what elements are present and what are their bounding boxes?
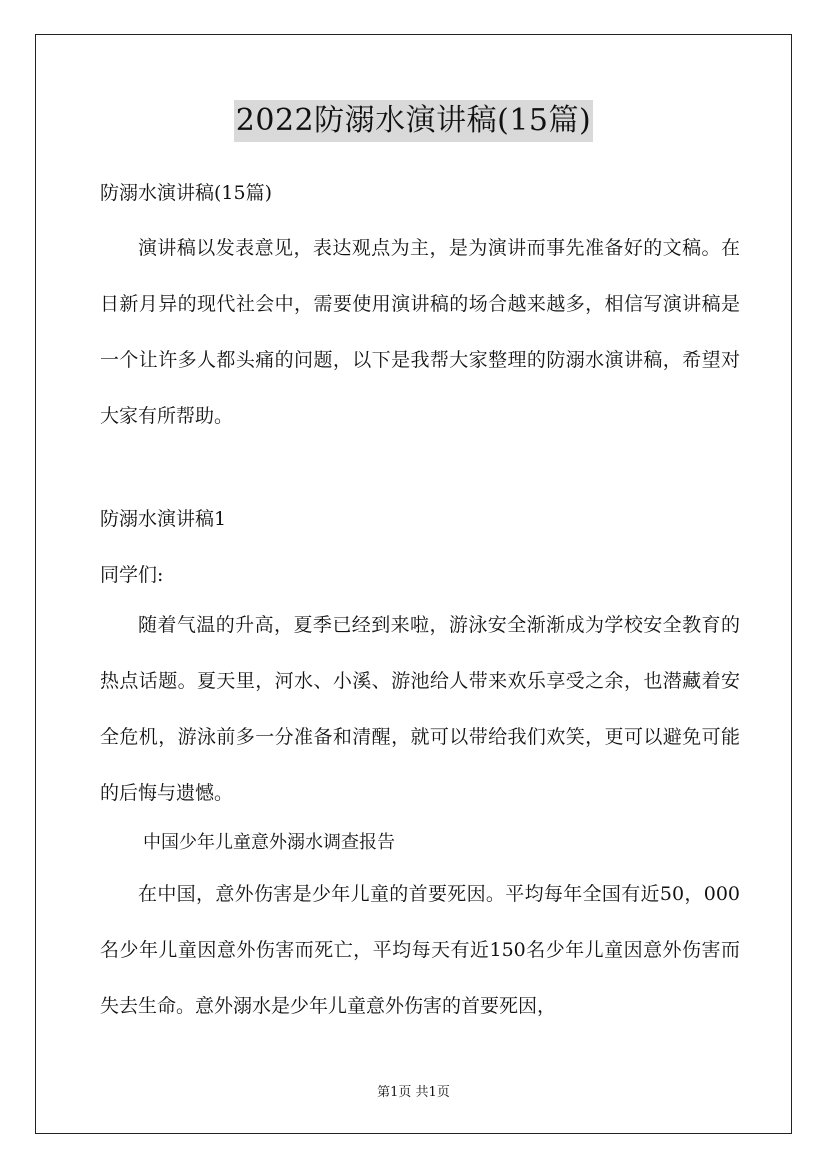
- report-title: 中国少年儿童意外溺水调查报告: [143, 832, 395, 853]
- section-heading: 防溺水演讲稿1: [100, 508, 227, 530]
- intro-paragraph: 演讲稿以发表意见，表达观点为主，是为演讲而事先准备好的文稿。在日新月异的现代社会中，需要使用演讲稿的场合越来越多，相信写演讲稿是一个让许多人都头痛的问题，以下是我帮大家整理的防溺水演讲稿，希望对大家有所帮助。: [100, 237, 740, 427]
- page-footer: 第1页 共1页: [377, 1085, 450, 1100]
- paragraph-2: 在中国，意外伤害是少年儿童的首要死因。平均每年全国有近50，000名少年儿童因意外伤害而死亡，平均每天有近150名少年儿童因意外伤害而失去生命。意外溺水是少年儿童意外伤害的首要死因，: [100, 883, 740, 1017]
- document-subtitle: 防溺水演讲稿(15篇): [100, 182, 273, 204]
- title-wrap: [0, 100, 827, 142]
- greeting: 同学们:: [100, 564, 164, 586]
- paragraph-1: 随着气温的升高，夏季已经到来啦，游泳安全渐渐成为学校安全教育的热点话题。夏天里，河水、小溪、游池给人带来欢乐享受之余，也潜藏着安全危机，游泳前多一分准备和清醒，就可以带给我们欢笑，更可以避免可能的后悔与遗憾。: [100, 614, 740, 804]
- document-title: 2022防溺水演讲稿(15篇): [234, 100, 593, 142]
